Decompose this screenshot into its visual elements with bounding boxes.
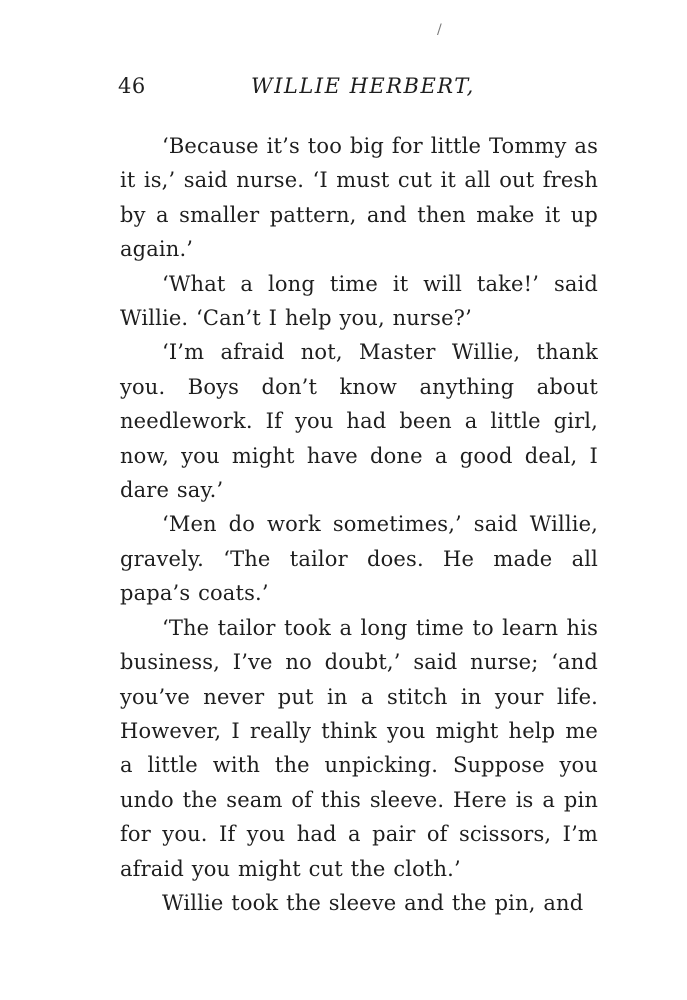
paragraph: Willie took the sleeve and the pin, and xyxy=(162,890,584,915)
page-header xyxy=(118,74,598,110)
body-text xyxy=(120,129,598,920)
paper-speck: / xyxy=(437,22,442,38)
paragraph: ‘What a long time it will take!’ said Willie. ‘Can’t I help you, nurse?’ xyxy=(120,271,598,331)
paragraph: ‘I’m afraid not, Master Willie, thank you. Boys don’t know anything about needlework. If you had been a little girl, now, you might have done a good deal, I dare say.’ xyxy=(120,340,598,503)
paragraph: ‘Men do work sometimes,’ said Willie, gravely. ‘The tailor does. He made all papa’s coats.’ xyxy=(120,512,598,606)
paragraph: ‘Because it’s too big for little Tommy as it is,’ said nurse. ‘I must cut it all out fresh by a smaller pattern, and then make it up again.’ xyxy=(120,134,598,262)
paragraph: ‘The tailor took a long time to learn his business, I’ve no doubt,’ said nurse; ‘and you’ve never put in a stitch in your life. However, I really think you might help me a little with the unpicking. Suppose you undo the seam of this sleeve. Here is a pin for you. If you had a pair of scissors, I’m afraid you might cut the cloth.’ xyxy=(120,615,598,881)
running-title: WILLIE HERBERT, xyxy=(251,74,475,98)
page-number: 46 xyxy=(118,74,146,98)
